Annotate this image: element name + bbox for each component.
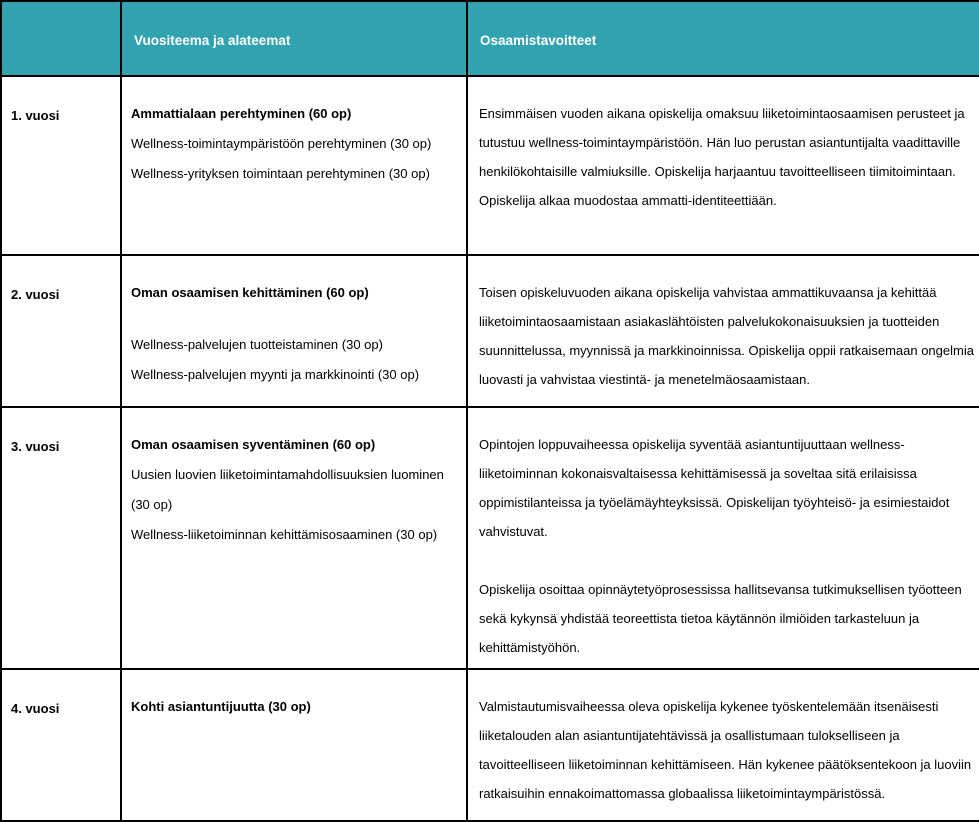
subtheme: Wellness-yrityksen toimintaan perehtyminen (30 op)	[131, 166, 430, 181]
subtheme: Wellness-toimintaympäristöön perehtyminen (30 op)	[131, 136, 432, 151]
theme-cell	[121, 407, 467, 669]
objective-paragraph: Toisen opiskeluvuoden aikana opiskelija vahvistaa ammattikuvaansa ja kehittää liiketoimintaosaamistaan asiakaslähtöisten palvelukokonaisuuksien ja tuotteiden suunnittelussa, myynnissä ja markkinoinnissa. Opiskelija oppii ratkaisemaan ongelmia luovasti ja vahvistaa viestintä- ja menetelmäosaamistaan.	[479, 285, 974, 387]
year-label: 1. vuosi	[1, 76, 121, 255]
theme-title: Kohti asiantuntijuutta (30 op)	[131, 699, 311, 714]
objectives-cell	[467, 407, 979, 669]
theme-cell	[121, 255, 467, 407]
header-cell-year	[1, 1, 121, 76]
year-label: 2. vuosi	[1, 255, 121, 407]
table-row	[1, 76, 979, 255]
header-row	[1, 1, 979, 76]
theme-cell	[121, 76, 467, 255]
objective-paragraph: Valmistautumisvaiheessa oleva opiskelija kykenee työskentelemään itsenäisesti liiketalouden alan asiantuntijatehtävissä ja osallistumaan tulokselliseen ja tavoitteelliseen liiketoiminnan kehittämiseen. Hän kykenee päätöksentekoon ja luoviin ratkaisuihin ennakoimattomassa globaalissa liiketoimintaympäristössä.	[479, 699, 972, 801]
theme-title: Oman osaamisen kehittäminen (60 op)	[131, 285, 369, 300]
objectives-cell	[467, 76, 979, 255]
subtheme: Uusien luovien liiketoimintamahdollisuuksien luominen (30 op)	[131, 467, 444, 512]
header-cell-objectives: Osaamistavoitteet	[467, 1, 979, 76]
theme-title: Ammattialaan perehtyminen (60 op)	[131, 106, 352, 121]
objectives-cell	[467, 255, 979, 407]
objective-paragraph: Opiskelija osoittaa opinnäytetyöprosessissa hallitsevansa tutkimuksellisen työotteen sekä kykynsä yhdistää teoreettista tietoa käytännön ilmiöiden tarkasteluun ja kehittämistyöhön.	[479, 582, 962, 655]
objectives-cell	[467, 669, 979, 821]
objective-paragraph: Opintojen loppuvaiheessa opiskelija syventää asiantuntijuuttaan wellness-liiketoiminnan kokonaisvaltaisessa kehittämisessä ja soveltaa sitä erilaisissa oppimistilanteissa ja työelämäyhteyksissä. Opiskelijan työyhteisö- ja esimiestaidot vahvistuvat.	[479, 437, 950, 539]
table-row	[1, 669, 979, 821]
table-header	[1, 1, 979, 76]
objective-paragraph: Ensimmäisen vuoden aikana opiskelija omaksuu liiketoimintaosaamisen perusteet ja tutustuu wellness-toimintaympäristöön. Hän luo perustan asiantuntijalta vaadittaville henkilökohtaisille valmiuksille. Opiskelija harjaantuu tavoitteelliseen tiimitoimintaan. Opiskelija alkaa muodostaa ammatti-identiteettiään.	[479, 106, 965, 208]
subtheme: Wellness-palvelujen myynti ja markkinointi (30 op)	[131, 367, 420, 382]
theme-cell	[121, 669, 467, 821]
theme-title: Oman osaamisen syventäminen (60 op)	[131, 437, 376, 452]
year-label: 3. vuosi	[1, 407, 121, 669]
subtheme: Wellness-palvelujen tuotteistaminen (30 op)	[131, 337, 383, 352]
header-cell-theme: Vuositeema ja alateemat	[121, 1, 467, 76]
table-row	[1, 255, 979, 407]
year-label: 4. vuosi	[1, 669, 121, 821]
subtheme: Wellness-liiketoiminnan kehittämisosaaminen (30 op)	[131, 527, 438, 542]
table-row	[1, 407, 979, 669]
table-body	[1, 76, 979, 821]
